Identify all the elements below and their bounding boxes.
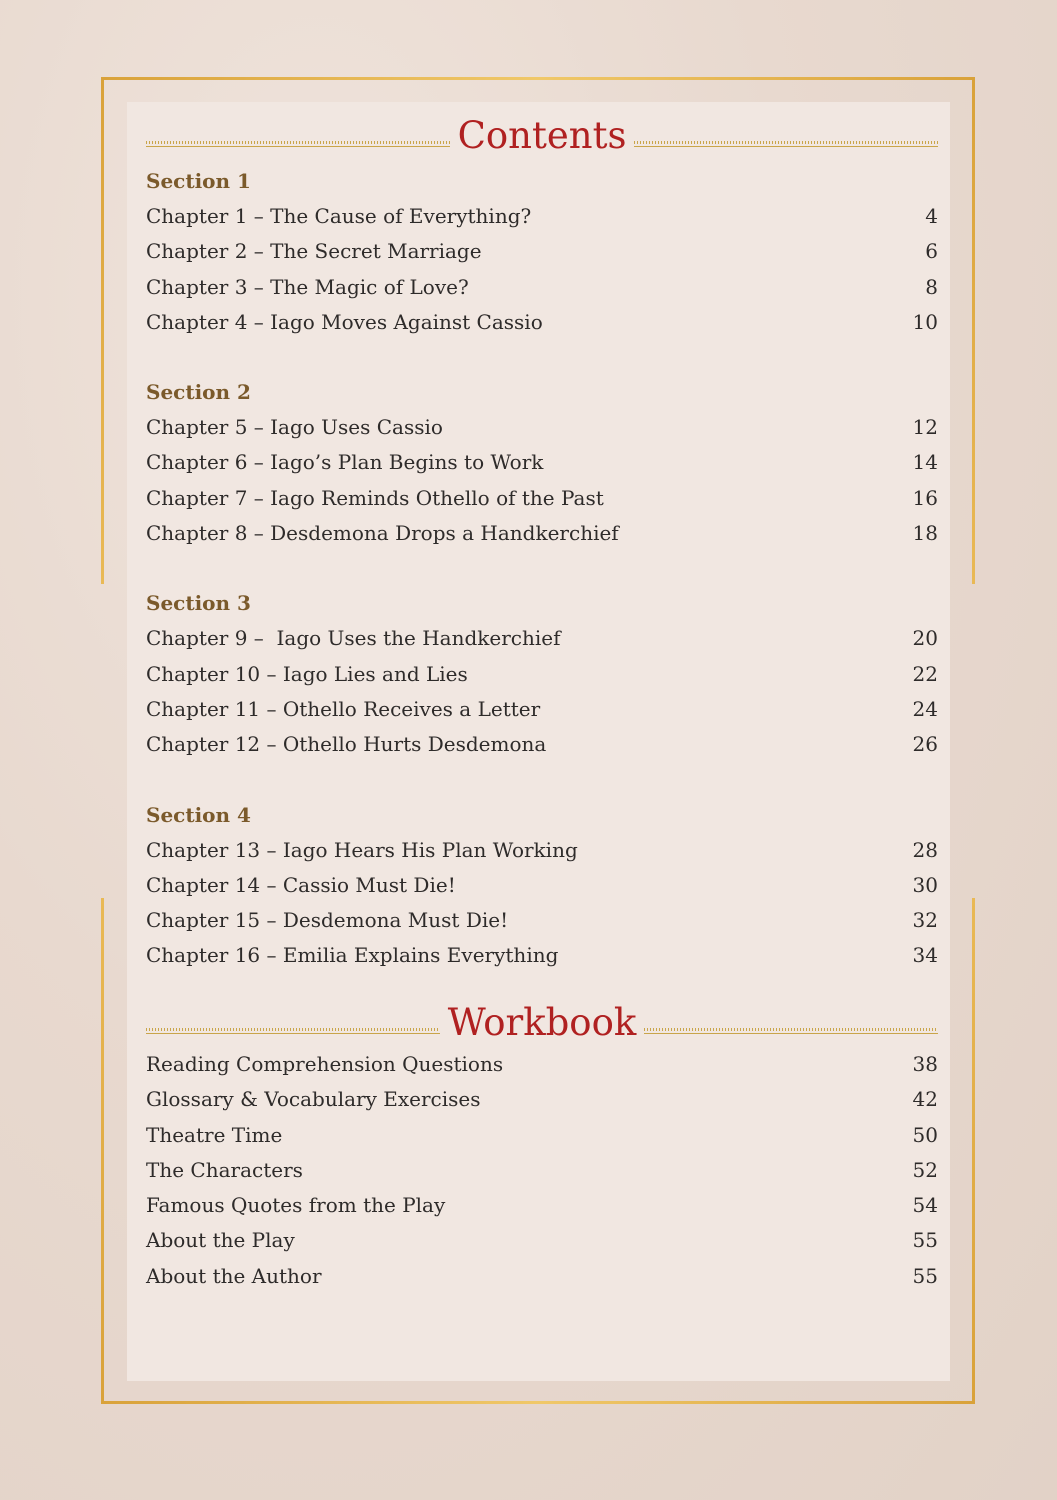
page-number: 8	[925, 274, 938, 299]
toc-entry[interactable]	[146, 410, 938, 445]
workbook-title: Workbook	[447, 1001, 637, 1044]
chapter-title: Chapter 7 – Iago Reminds Othello of the Past	[146, 485, 604, 510]
workbook-item-title: About the Author	[146, 1263, 322, 1288]
heading-rule-left	[146, 141, 450, 147]
toc-entry[interactable]	[146, 445, 938, 480]
chapter-title: Chapter 14 – Cassio Must Die!	[146, 872, 456, 897]
frame-border-right-bottom	[972, 898, 975, 1404]
toc-entry[interactable]	[146, 1259, 938, 1294]
toc-entry[interactable]	[146, 270, 938, 305]
section-block	[146, 164, 938, 340]
chapter-title: Chapter 8 – Desdemona Drops a Handkerchief	[146, 521, 619, 546]
toc-entry[interactable]	[146, 727, 938, 762]
workbook-item-title: Reading Comprehension Questions	[146, 1052, 504, 1076]
toc-entry[interactable]	[146, 516, 938, 551]
page-number: 55	[912, 1228, 938, 1253]
section-label: Section 1	[146, 169, 251, 193]
section-block	[146, 375, 938, 551]
workbook-item-title: Famous Quotes from the Play	[146, 1193, 446, 1218]
page-number: 42	[912, 1087, 938, 1112]
section-spacer	[146, 551, 938, 586]
workbook-list	[146, 1047, 938, 1294]
frame-border-left-top	[101, 77, 104, 584]
page-number: 10	[912, 309, 938, 334]
chapter-title: Chapter 10 – Iago Lies and Lies	[146, 661, 468, 686]
chapter-title: Chapter 6 – Iago’s Plan Begins to Work	[146, 450, 544, 475]
toc-entry[interactable]	[146, 657, 938, 692]
page-number: 30	[912, 872, 938, 897]
toc-entry[interactable]	[146, 1082, 938, 1117]
chapter-title: Chapter 16 – Emilia Explains Everything	[146, 943, 559, 968]
toc-entry[interactable]	[146, 903, 938, 938]
contents-title: Contents	[457, 114, 627, 157]
toc-entry[interactable]	[146, 621, 938, 656]
toc-entry[interactable]	[146, 481, 938, 516]
chapter-title: Chapter 4 – Iago Moves Against Cassio	[146, 309, 543, 334]
page-number: 18	[912, 521, 938, 546]
chapter-title: Chapter 12 – Othello Hurts Desdemona	[146, 732, 547, 757]
chapter-title: Chapter 2 – The Secret Marriage	[146, 239, 482, 264]
page-number: 22	[912, 661, 938, 686]
page-number: 34	[912, 943, 938, 968]
toc-entry[interactable]	[146, 1188, 938, 1223]
page-number: 6	[925, 239, 938, 264]
frame-border-right-top	[972, 77, 975, 584]
frame-border-top	[101, 77, 975, 80]
chapter-title: Chapter 11 – Othello Receives a Letter	[146, 696, 541, 721]
heading-rule-right	[634, 141, 938, 147]
page-number: 24	[912, 696, 938, 721]
workbook-heading	[146, 999, 938, 1047]
section-label: Section 3	[146, 591, 251, 616]
section-block	[146, 798, 938, 974]
toc-entry[interactable]	[146, 234, 938, 269]
toc-entry[interactable]	[146, 199, 938, 234]
toc-entry[interactable]	[146, 305, 938, 340]
workbook-item-title: About the Play	[146, 1228, 295, 1253]
workbook-item-title: Glossary & Vocabulary Exercises	[146, 1087, 481, 1112]
page-number: 50	[912, 1122, 938, 1147]
page-number: 38	[912, 1052, 938, 1076]
workbook-item-title: The Characters	[146, 1157, 303, 1182]
toc-entry[interactable]	[146, 1153, 938, 1188]
section-spacer	[146, 340, 938, 375]
toc-entry[interactable]	[146, 1223, 938, 1258]
page-number: 26	[912, 732, 938, 757]
contents-heading	[146, 112, 938, 160]
toc-entry[interactable]	[146, 1118, 938, 1153]
toc-entry[interactable]	[146, 1047, 938, 1082]
page-number: 20	[912, 626, 938, 651]
chapter-title: Chapter 5 – Iago Uses Cassio	[146, 415, 443, 440]
chapter-title: Chapter 15 – Desdemona Must Die!	[146, 908, 509, 933]
section-label: Section 4	[146, 802, 251, 827]
toc-entry[interactable]	[146, 868, 938, 903]
frame-border-bottom	[101, 1401, 975, 1404]
toc-entry[interactable]	[146, 692, 938, 727]
page-number: 28	[912, 837, 938, 862]
toc-entry[interactable]	[146, 833, 938, 868]
page-number: 55	[912, 1263, 938, 1288]
chapter-title: Chapter 13 – Iago Hears His Plan Working	[146, 837, 578, 862]
contents-list	[146, 164, 938, 974]
page-number: 12	[912, 415, 938, 440]
workbook-item-title: Theatre Time	[146, 1122, 283, 1147]
section-label: Section 2	[146, 380, 251, 405]
section-spacer	[146, 763, 938, 798]
page-number: 4	[925, 204, 938, 228]
heading-rule-right	[644, 1028, 938, 1034]
page-number: 14	[912, 450, 938, 475]
page-number: 32	[912, 908, 938, 933]
chapter-title: Chapter 3 – The Magic of Love?	[146, 274, 469, 299]
heading-rule-left	[146, 1028, 440, 1034]
page-number: 54	[912, 1193, 938, 1218]
chapter-title: Chapter 9 – Iago Uses the Handkerchief	[146, 626, 561, 651]
chapter-title: Chapter 1 – The Cause of Everything?	[146, 204, 532, 228]
section-block	[146, 586, 938, 762]
toc-entry[interactable]	[146, 938, 938, 973]
page-number: 16	[912, 485, 938, 510]
frame-border-left-bottom	[101, 898, 104, 1404]
page-number: 52	[912, 1157, 938, 1182]
